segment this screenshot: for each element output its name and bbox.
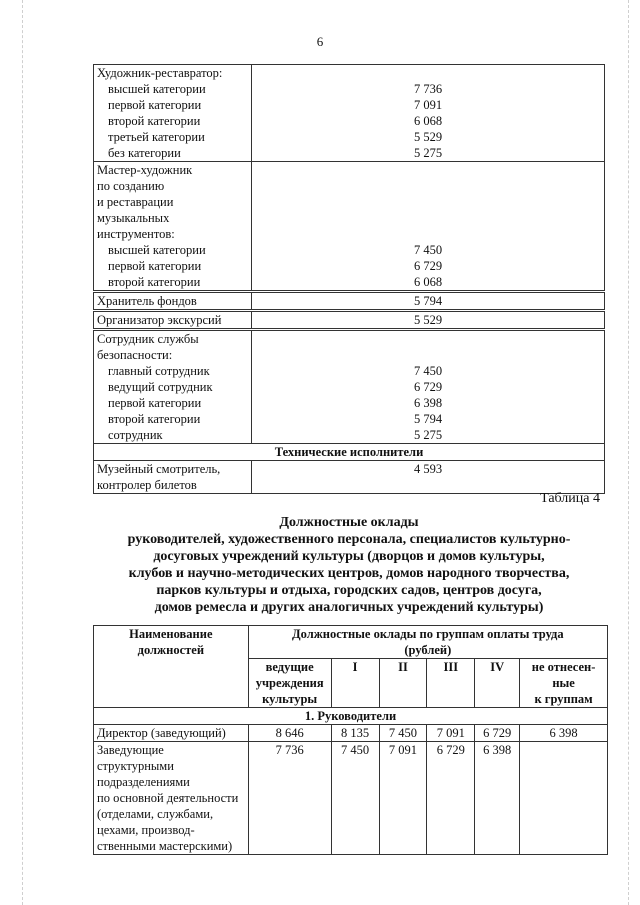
table-row — [94, 274, 605, 292]
cell-value: 7 450 — [379, 725, 427, 742]
col-header-groups: Должностные оклады по группам оплаты труда (рублей) — [248, 626, 607, 659]
row-label: второй категории — [94, 274, 252, 292]
table-row — [94, 226, 605, 242]
group-title: по созданию — [94, 178, 252, 194]
row-value: 5 275 — [252, 427, 605, 444]
heading-line: досуговых учреждений культуры (дворцов и домов культуры, — [153, 549, 545, 564]
group-title: Мастер-художник — [94, 162, 252, 179]
table-caption: Таблица 4 — [540, 491, 600, 506]
cell-value: 6 729 — [427, 742, 475, 855]
row-label: высшей категории — [94, 81, 252, 97]
col-header-leading: ведущие учреждения культуры — [248, 659, 331, 708]
cell-value: 7 091 — [427, 725, 475, 742]
table-row — [94, 427, 605, 444]
cell-value: 6 398 — [475, 742, 520, 855]
group-title: безопасности: — [94, 347, 252, 363]
group-title: инструментов: — [94, 226, 252, 242]
table-heading — [93, 514, 605, 616]
salary-table-continued — [93, 64, 605, 494]
section-title: Технические исполнители — [94, 444, 605, 461]
table-row — [94, 258, 605, 274]
margin-line-right — [628, 0, 629, 905]
row-value: 5 794 — [252, 292, 605, 311]
table-row — [94, 311, 605, 330]
group-title: Сотрудник службы — [94, 330, 252, 348]
table-row — [94, 395, 605, 411]
row-value: 7 736 — [252, 81, 605, 97]
row-label: первой категории — [94, 258, 252, 274]
header-row — [94, 626, 608, 659]
cell-value: 6 398 — [520, 725, 608, 742]
table-row — [94, 129, 605, 145]
table-row — [94, 65, 605, 82]
cell-value: 8 135 — [331, 725, 379, 742]
group-title: и реставрации — [94, 194, 252, 210]
table-row — [94, 461, 605, 494]
col-header-name: Наименование должностей — [94, 626, 249, 708]
row-name: Директор (заведующий) — [94, 725, 249, 742]
heading-line: руководителей, художественного персонала, специалистов культурно- — [127, 532, 571, 547]
table-row — [94, 411, 605, 427]
row-value: 6 068 — [252, 113, 605, 129]
col-header-group-2: II — [379, 659, 427, 708]
heading-line: клубов и научно-методических центров, домов народного творчества, — [128, 566, 570, 581]
col-header-group-4: IV — [475, 659, 520, 708]
row-label: третьей категории — [94, 129, 252, 145]
table-row — [94, 210, 605, 226]
row-value: 6 729 — [252, 258, 605, 274]
page-number: 6 — [316, 34, 324, 49]
row-label: второй категории — [94, 411, 252, 427]
cell-value: 7 091 — [379, 742, 427, 855]
table-row — [94, 363, 605, 379]
row-name: Заведующие структурными подразделениями по основной деятельности (отделами, службами, цехами, производ- ственными мастерскими) — [94, 742, 249, 855]
row-label: первой категории — [94, 395, 252, 411]
section-row — [94, 444, 605, 461]
table-row — [94, 97, 605, 113]
table-row — [94, 178, 605, 194]
table-row — [94, 725, 608, 742]
table-row — [94, 242, 605, 258]
row-value: 5 529 — [252, 311, 605, 330]
row-label: ведущий сотрудник — [94, 379, 252, 395]
col-header-group-3: III — [427, 659, 475, 708]
col-header-unassigned: не отнесен- ные к группам — [520, 659, 608, 708]
row-value: 6 729 — [252, 379, 605, 395]
cell-value: 6 729 — [475, 725, 520, 742]
salary-table-4 — [93, 625, 608, 855]
table-row — [94, 742, 608, 855]
table-row — [94, 145, 605, 162]
row-value: 5 529 — [252, 129, 605, 145]
margin-line-left — [22, 0, 23, 905]
heading-line: парков культуры и отдыха, городских садов, центров досуга, — [156, 583, 542, 598]
heading-line: домов ремесла и других аналогичных учреждений культуры) — [154, 600, 544, 615]
table-row — [94, 81, 605, 97]
group-title: Художник-реставратор: — [94, 65, 252, 82]
row-value: 7 450 — [252, 242, 605, 258]
row-label: второй категории — [94, 113, 252, 129]
table-row — [94, 379, 605, 395]
row-label: Хранитель фондов — [94, 292, 252, 311]
cell-value: 7 736 — [248, 742, 331, 855]
row-value: 4 593 — [252, 461, 605, 494]
group-title: музыкальных — [94, 210, 252, 226]
heading-line: Должностные оклады — [279, 515, 419, 530]
row-value: 6 068 — [252, 274, 605, 292]
table-row — [94, 347, 605, 363]
cell-value: 7 450 — [331, 742, 379, 855]
table-row — [94, 113, 605, 129]
row-value: 5 275 — [252, 145, 605, 162]
row-label: высшей категории — [94, 242, 252, 258]
row-label: сотрудник — [94, 427, 252, 444]
row-value: 5 794 — [252, 411, 605, 427]
row-value: 7 091 — [252, 97, 605, 113]
table-row — [94, 292, 605, 311]
col-header-group-1: I — [331, 659, 379, 708]
section-row — [94, 708, 608, 725]
row-label: без категории — [94, 145, 252, 162]
table-row — [94, 330, 605, 348]
cell-value: 8 646 — [248, 725, 331, 742]
row-label: главный сотрудник — [94, 363, 252, 379]
row-label: Музейный смотритель, контролер билетов — [94, 461, 252, 494]
row-label: первой категории — [94, 97, 252, 113]
row-value: 6 398 — [252, 395, 605, 411]
table-row — [94, 194, 605, 210]
row-value: 7 450 — [252, 363, 605, 379]
table-row — [94, 162, 605, 179]
section-title: 1. Руководители — [94, 708, 608, 725]
cell-value — [520, 742, 608, 855]
row-label: Организатор экскурсий — [94, 311, 252, 330]
